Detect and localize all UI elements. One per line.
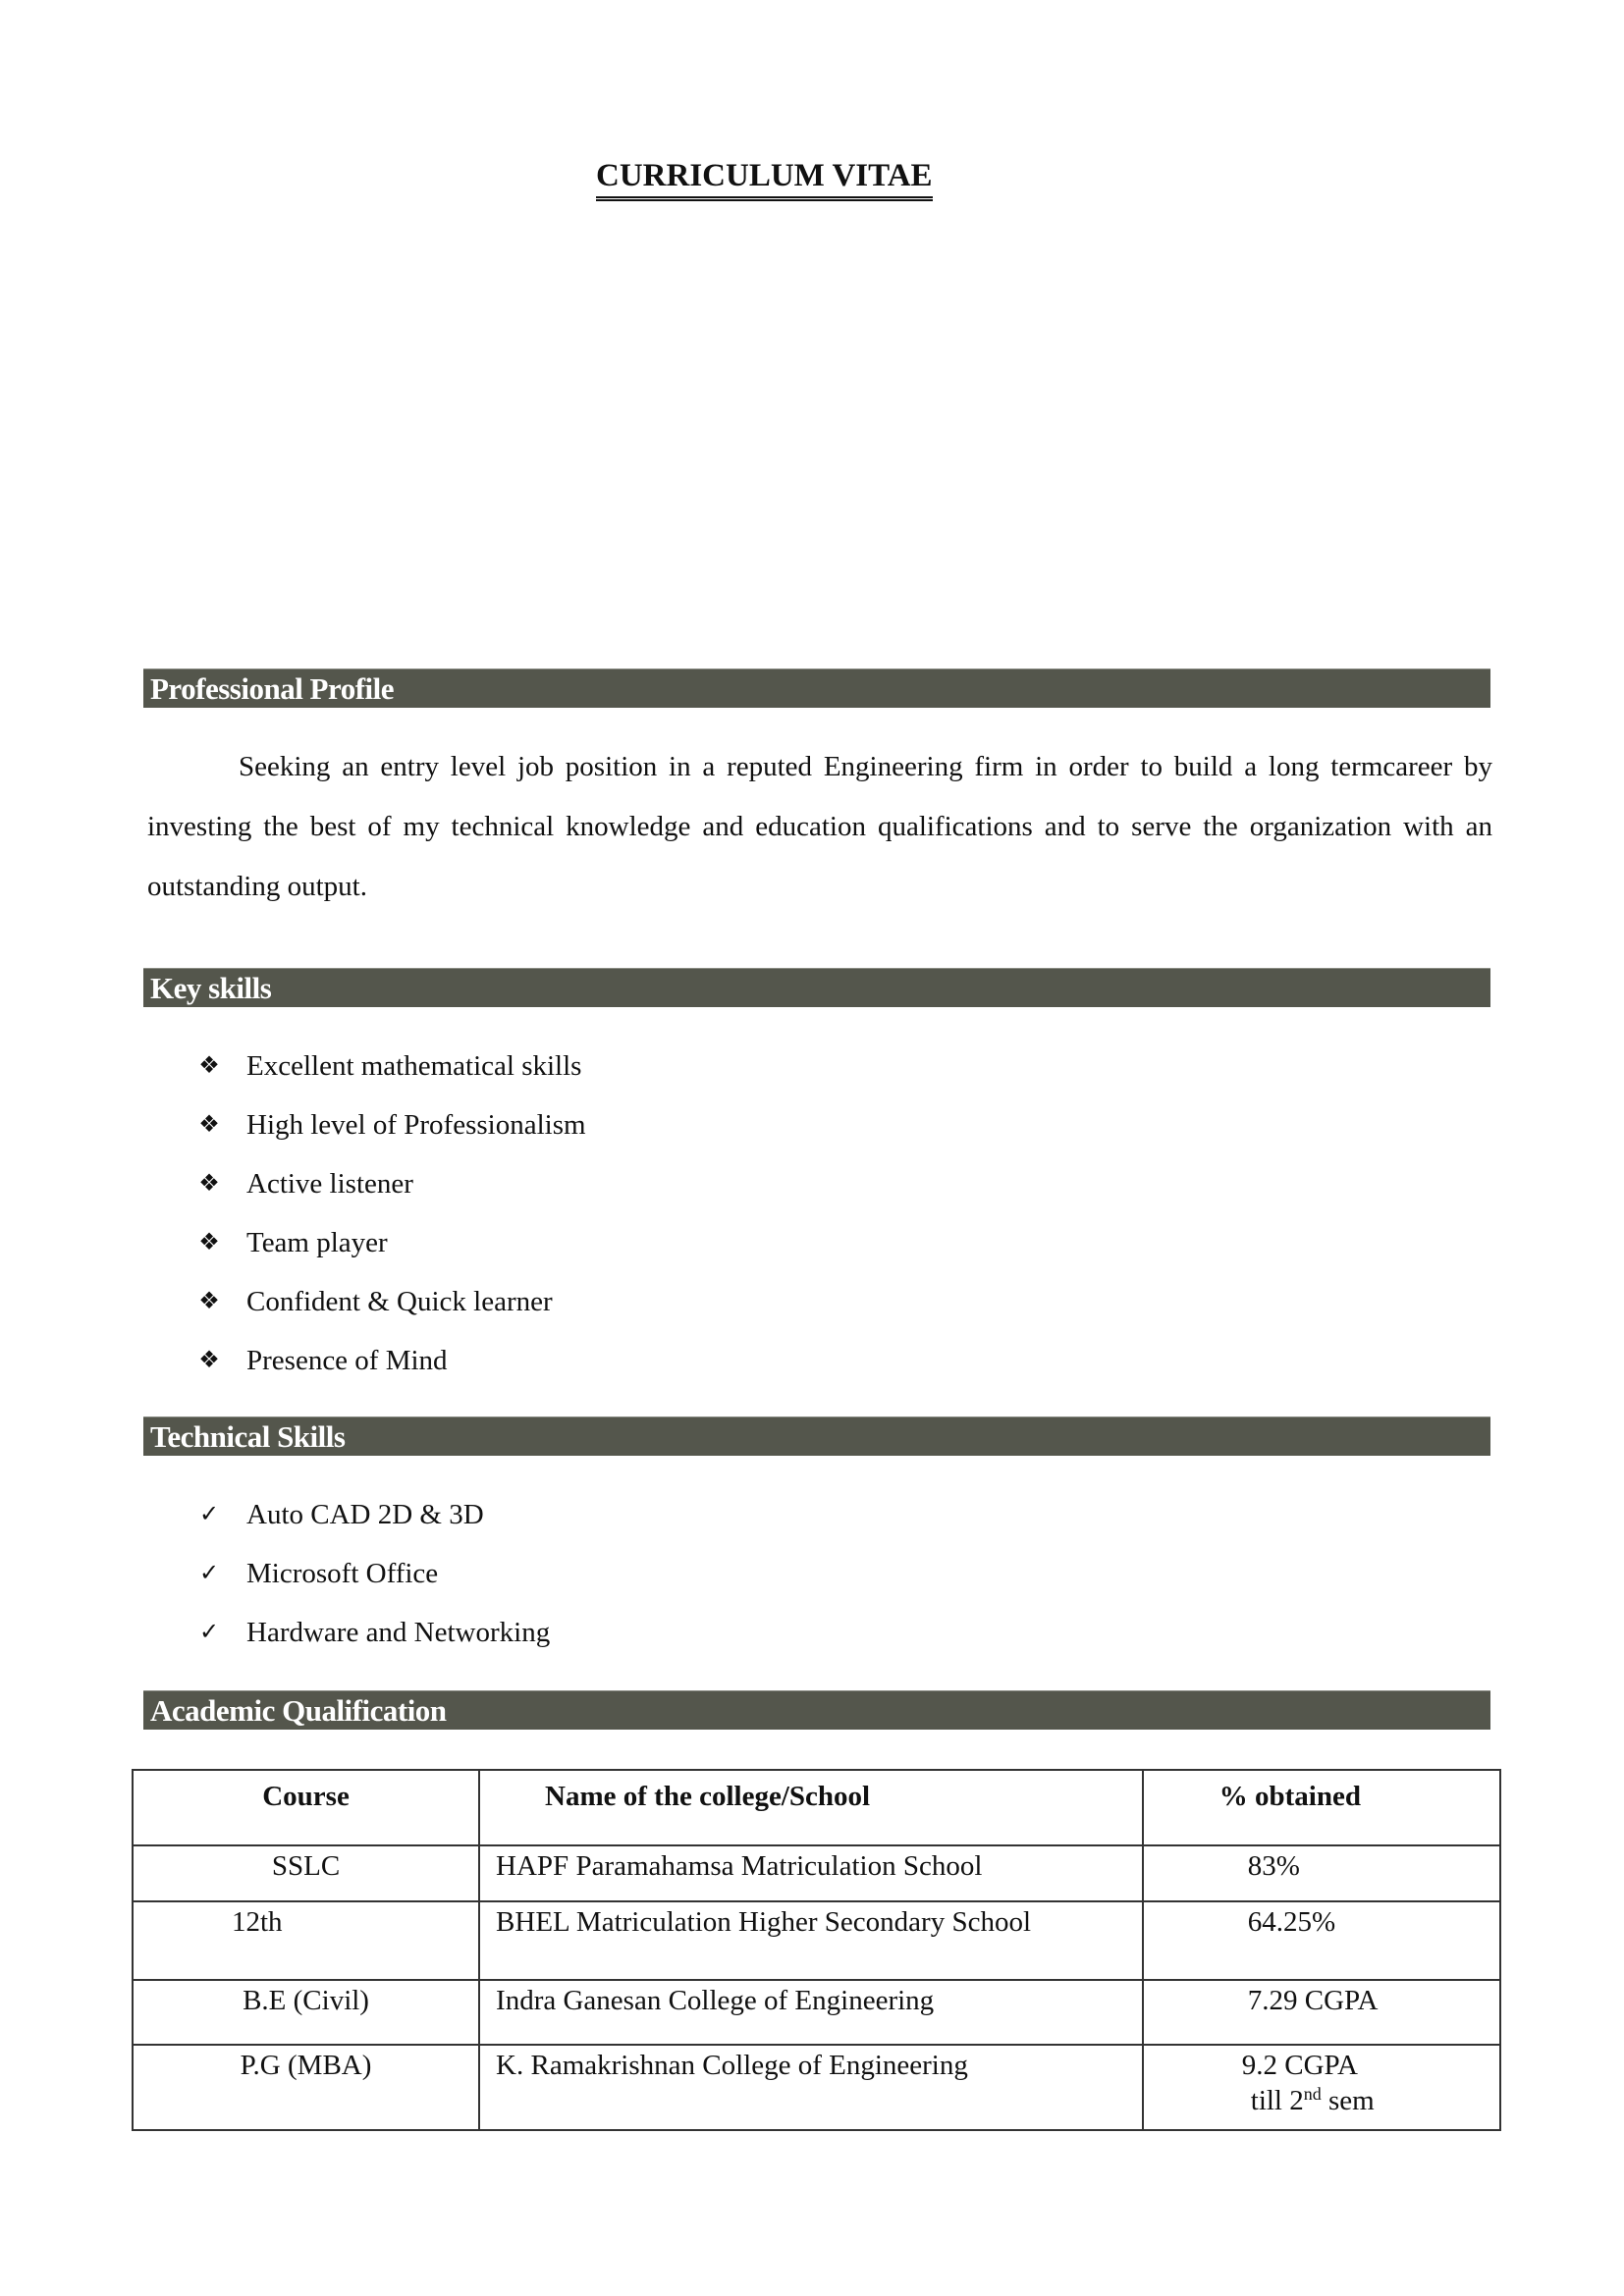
skill-text: Excellent mathematical skills [246,1050,582,1082]
score-note-superscript: nd [1303,2084,1322,2104]
score-note-prefix: till 2 [1250,2085,1304,2116]
table-row [133,1980,1500,2045]
score-cell [1143,1845,1500,1901]
cell-text: Indra Ganesan College of Engineering [496,1985,935,2016]
score-cell [1143,1980,1500,2045]
course-cell [133,1901,479,1980]
institution-cell [479,1845,1143,1901]
skill-text: Active listener [246,1168,413,1200]
checkmark-icon: ✓ [198,1620,220,1645]
section-heading: Technical Skills [150,1419,346,1454]
skill-text: Microsoft Office [246,1558,439,1589]
cell-text: BHEL Matriculation Higher Secondary School [496,1906,1032,1938]
score-cell [1143,2045,1500,2130]
document-title: CURRICULUM VITAE [596,157,933,201]
score-note [1144,2082,1499,2117]
column-header-institution [479,1770,1143,1845]
cell-text: B.E (Civil) [243,1985,369,2016]
academic-table [132,1769,1501,2131]
skill-text: Auto CAD 2D & 3D [246,1499,484,1530]
cell-text: 64.25% [1247,1906,1336,1938]
cell-text: P.G (MBA) [240,2050,372,2081]
diamond-bullet-icon: ❖ [198,1348,220,1373]
checkmark-icon: ✓ [198,1561,220,1586]
section-header-academic-qualification [143,1690,1490,1730]
course-cell [133,1845,479,1901]
skill-text: Confident & Quick learner [246,1286,553,1317]
skill-text: Team player [246,1227,388,1258]
institution-cell [479,1980,1143,2045]
skill-text: High level of Professionalism [246,1109,586,1141]
profile-text: Seeking an entry level job position in a reputed Engineering firm in order to build a long termcareer by investing the best of my technical knowledge and education qualifications and to serve the organization with an outstanding output. [147,751,1492,902]
cell-text: 9.2 CGPA [1241,2050,1358,2081]
diamond-bullet-icon: ❖ [198,1112,220,1138]
cell-text: HAPF Paramahamsa Matriculation School [496,1850,983,1882]
course-cell [133,2045,479,2130]
cell-text: K. Ramakrishnan College of Engineering [496,2050,968,2081]
cell-text: SSLC [271,1850,341,1882]
section-header-technical-skills [143,1416,1490,1456]
skill-text: Presence of Mind [246,1345,448,1376]
table-row [133,1901,1500,1980]
section-heading: Professional Profile [150,671,395,706]
header-text: Course [262,1781,350,1812]
cell-text: 7.29 CGPA [1247,1985,1379,2016]
diamond-bullet-icon: ❖ [198,1053,220,1079]
diamond-bullet-icon: ❖ [198,1230,220,1255]
header-text: % obtained [1218,1781,1361,1812]
table-row [133,2045,1500,2130]
checkmark-icon: ✓ [198,1502,220,1527]
section-header-professional-profile [143,668,1490,708]
section-heading: Key skills [150,971,272,1005]
table-row [133,1845,1500,1901]
institution-cell [479,1901,1143,1980]
cell-text: 12th [232,1906,283,1938]
table-header-row [133,1770,1500,1845]
header-text: Name of the college/School [545,1781,871,1812]
section-header-key-skills [143,968,1490,1007]
column-header-course [133,1770,479,1845]
section-heading: Academic Qualification [150,1693,447,1728]
column-header-score [1143,1770,1500,1845]
diamond-bullet-icon: ❖ [198,1289,220,1314]
institution-cell [479,2045,1143,2130]
score-cell [1143,1901,1500,1980]
course-cell [133,1980,479,2045]
skill-text: Hardware and Networking [246,1617,551,1648]
diamond-bullet-icon: ❖ [198,1171,220,1197]
profile-paragraph [147,737,1492,917]
score-note-suffix: sem [1321,2085,1375,2116]
cell-text: 83% [1247,1850,1300,1882]
